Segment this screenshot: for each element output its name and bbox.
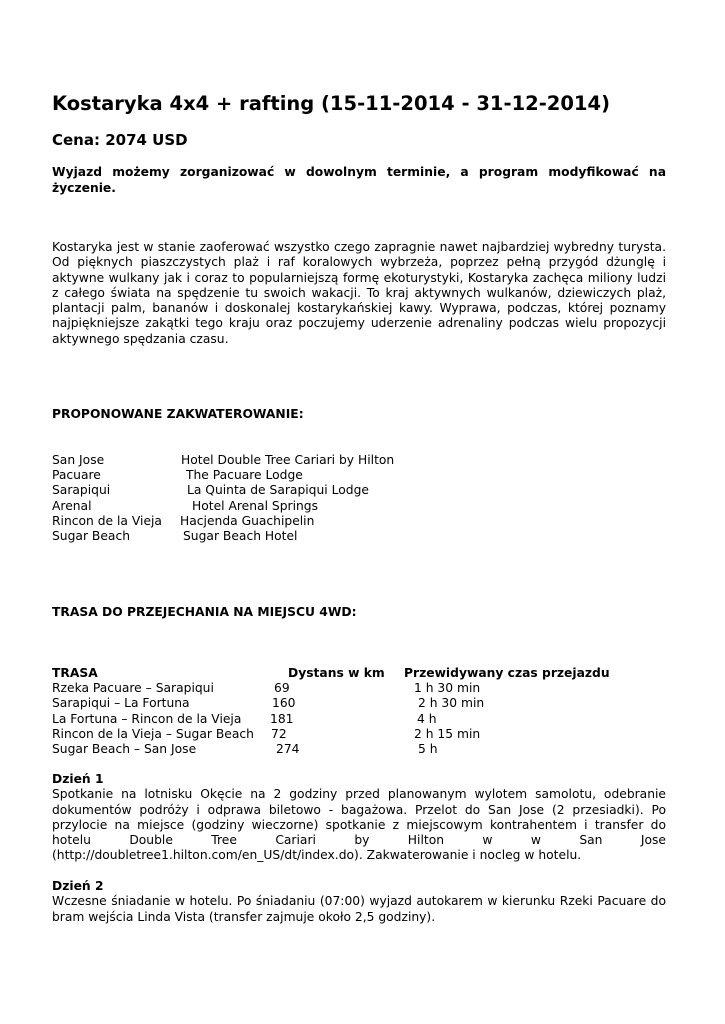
route-distance: 160 bbox=[272, 696, 296, 711]
route-table-row bbox=[52, 696, 666, 711]
route-table-row bbox=[52, 681, 666, 696]
accommodation-hotel: Hacjenda Guachipelin bbox=[180, 513, 315, 528]
route-time: 2 h 15 min bbox=[414, 726, 481, 741]
route-table bbox=[52, 666, 666, 757]
accommodation-place: San Jose bbox=[52, 453, 105, 467]
route-heading: TRASA DO PRZEJECHANIA NA MIEJSCU 4WD: bbox=[52, 605, 357, 619]
route-name: Sugar Beach – San Jose bbox=[52, 741, 197, 756]
accommodation-hotel: Hotel Arenal Springs bbox=[192, 498, 318, 513]
page-title: Kostaryka 4x4 + rafting (15-11-2014 - 31-12-2014) bbox=[52, 92, 610, 115]
accommodation-place: Arenal bbox=[52, 498, 92, 513]
day-title: Dzień 2 bbox=[52, 879, 104, 893]
route-distance: 69 bbox=[274, 681, 290, 696]
day-description: Wczesne śniadanie w hotelu. Po śniadaniu (07:00) wyjazd autokarem w kierunku Rzeki Pacuare do bram wejścia Linda Vista (transfer zajmuje około 2,5 godziny). bbox=[52, 894, 666, 924]
accommodation-row bbox=[52, 529, 666, 544]
route-name: Rzeka Pacuare – Sarapiqui bbox=[52, 681, 214, 696]
accommodation-place: Sarapiqui bbox=[52, 483, 111, 498]
day-section bbox=[52, 772, 666, 864]
accommodation-row bbox=[52, 483, 666, 498]
route-table-header bbox=[52, 666, 666, 681]
accommodation-place: Pacuare bbox=[52, 468, 101, 483]
accommodation-place: Rincon de la Vieja bbox=[52, 513, 162, 528]
route-time: 5 h bbox=[418, 741, 438, 756]
time-column-header: Przewidywany czas przejazdu bbox=[404, 666, 610, 680]
accommodation-hotel: The Pacuare Lodge bbox=[186, 468, 303, 483]
route-distance: 181 bbox=[270, 711, 294, 726]
accommodation-list bbox=[52, 453, 666, 544]
route-time: 2 h 30 min bbox=[418, 696, 485, 711]
accommodation-hotel: Hotel Double Tree Cariari by Hilton bbox=[181, 453, 395, 467]
route-table-row bbox=[52, 712, 666, 727]
route-name: La Fortuna – Rincon de la Vieja bbox=[52, 711, 242, 726]
accommodation-place: Sugar Beach bbox=[52, 528, 130, 543]
price-heading: Cena: 2074 USD bbox=[52, 131, 188, 149]
accommodation-row bbox=[52, 453, 666, 468]
accommodation-row bbox=[52, 468, 666, 483]
distance-column-header: Dystans w km bbox=[288, 666, 385, 680]
day-description: Spotkanie na lotnisku Okęcie na 2 godziny przed planowanym wylotem samolotu, odebranie dokumentów podróży i odprawa biletowo - bagażowa. Przelot do San Jose (2 przesiadki). Po przylocie na miejsce (godziny wieczorne) spotkanie z miejscowym kontrahentem i transfer do hotelu Double Tree Cariari by Hilton w w San Jose (http://doubletree1.hilton.com/en_US/dt/index.do). Zakwaterowanie i nocleg w hotelu. bbox=[52, 787, 666, 863]
route-name: Sarapiqui – La Fortuna bbox=[52, 696, 190, 711]
route-time: 1 h 30 min bbox=[414, 681, 481, 696]
accommodation-hotel: La Quinta de Sarapiqui Lodge bbox=[187, 483, 369, 498]
accommodation-row bbox=[52, 514, 666, 529]
custom-date-note: Wyjazd możemy zorganizować w dowolnym terminie, a program modyfikować na życzenie. bbox=[52, 165, 666, 195]
day-title: Dzień 1 bbox=[52, 772, 104, 786]
accommodation-row bbox=[52, 499, 666, 514]
route-distance: 72 bbox=[271, 726, 287, 741]
day-section bbox=[52, 879, 666, 925]
route-name: Rincon de la Vieja – Sugar Beach bbox=[52, 726, 254, 741]
route-distance: 274 bbox=[276, 741, 300, 756]
route-time: 4 h bbox=[417, 711, 437, 726]
intro-paragraph: Kostaryka jest w stanie zaoferować wszystko czego zapragnie nawet najbardziej wybredny turysta. Od pięknych piaszczystych plaż i raf koralowych wybrzeża, poprzez pełną przygód dżunglę i aktywne wulkany jak i coraz to popularniejszą formę ekoturystyki, Kostaryka zachęca miliony ludzi z całego świata na spędzenie tu swoich wakacji. To kraj aktywnych wulkanów, dziewiczych plaż, plantacji palm, bananów i doskonalej kostarykańskiej kawy. Wyprawa, podczas, której poznamy najpiękniejsze zakątki tego kraju oraz poczujemy uderzenie adrenaliny podczas wielu propozycji aktywnego spędzania czasu. bbox=[52, 240, 666, 346]
accommodation-heading: PROPONOWANE ZAKWATEROWANIE: bbox=[52, 407, 304, 421]
route-table-row bbox=[52, 727, 666, 742]
accommodation-hotel: Sugar Beach Hotel bbox=[183, 528, 298, 543]
route-table-row bbox=[52, 742, 666, 757]
route-column-header: TRASA bbox=[52, 666, 98, 680]
